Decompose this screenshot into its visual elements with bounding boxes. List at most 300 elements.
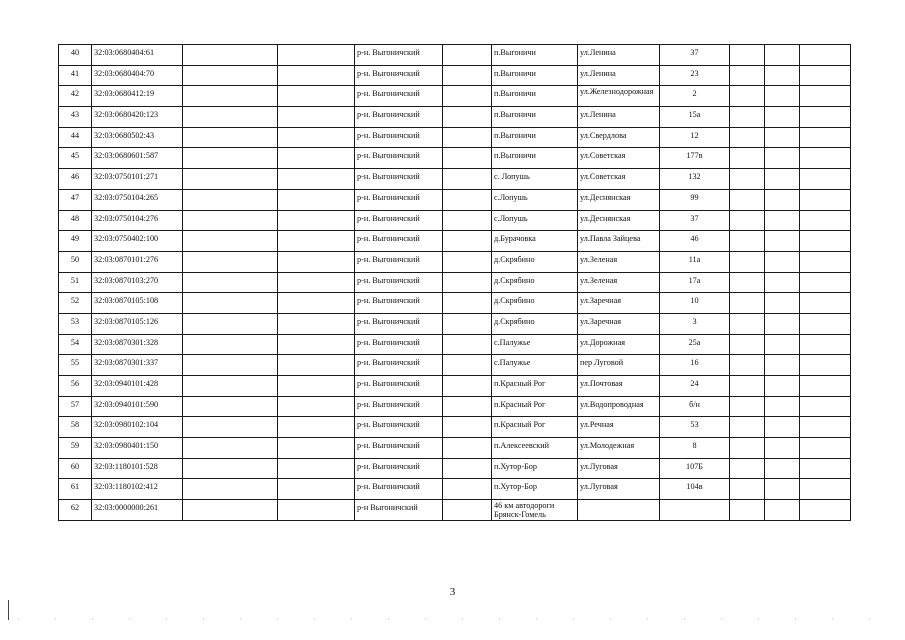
empty-cell — [278, 148, 355, 169]
locality-cell: п.Выгоничи — [492, 45, 578, 66]
row-number-cell: 51 — [59, 272, 92, 293]
locality-cell: д.Скрябино — [492, 251, 578, 272]
empty-cell — [800, 148, 851, 169]
empty-cell — [765, 86, 800, 107]
empty-cell — [443, 86, 492, 107]
empty-cell — [443, 417, 492, 438]
district-cell: р-н. Выгоничский — [355, 396, 443, 417]
empty-cell — [278, 169, 355, 190]
row-number-cell: 60 — [59, 458, 92, 479]
empty-cell — [278, 313, 355, 334]
empty-cell — [278, 107, 355, 128]
row-number-cell: 50 — [59, 251, 92, 272]
cadastral-number-cell: 32:03:0870101:276 — [92, 251, 183, 272]
cadastral-number-cell: 32:03:1180102:412 — [92, 479, 183, 500]
cadastral-number-cell: 32:03:0870301:337 — [92, 355, 183, 376]
district-cell: р-н. Выгоничский — [355, 45, 443, 66]
empty-cell — [443, 127, 492, 148]
empty-cell — [443, 45, 492, 66]
empty-cell — [443, 107, 492, 128]
table-body — [59, 45, 851, 521]
district-cell: р-н. Выгоничский — [355, 127, 443, 148]
empty-cell — [800, 458, 851, 479]
table-row — [59, 272, 851, 293]
empty-cell — [278, 45, 355, 66]
empty-cell — [443, 479, 492, 500]
empty-cell — [730, 438, 765, 459]
cadastral-number-cell: 32:03:0750104:276 — [92, 210, 183, 231]
table-row — [59, 417, 851, 438]
empty-cell — [443, 458, 492, 479]
cadastral-number-cell: 32:03:0870103:270 — [92, 272, 183, 293]
table-row — [59, 231, 851, 252]
locality-cell: п.Выгоничи — [492, 148, 578, 169]
empty-cell — [183, 334, 278, 355]
table-row — [59, 169, 851, 190]
table-row — [59, 189, 851, 210]
empty-cell — [800, 107, 851, 128]
row-number-cell: 61 — [59, 479, 92, 500]
table-row — [59, 458, 851, 479]
empty-cell — [730, 500, 765, 521]
street-cell: ул.Ленина — [578, 107, 660, 128]
empty-cell — [730, 458, 765, 479]
row-number-cell: 56 — [59, 376, 92, 397]
empty-cell — [800, 169, 851, 190]
house-number-cell: 3 — [660, 313, 730, 334]
empty-cell — [765, 45, 800, 66]
district-cell: р-н. Выгоничский — [355, 272, 443, 293]
land-registry-table — [58, 44, 851, 521]
table-row — [59, 500, 851, 521]
row-number-cell: 62 — [59, 500, 92, 521]
table-row — [59, 479, 851, 500]
street-cell: ул.Зеленая — [578, 251, 660, 272]
street-cell: ул.Луговая — [578, 458, 660, 479]
house-number-cell: 16 — [660, 355, 730, 376]
row-number-cell: 42 — [59, 86, 92, 107]
street-cell: ул.Павла Зайцева — [578, 231, 660, 252]
house-number-cell: 23 — [660, 65, 730, 86]
empty-cell — [730, 231, 765, 252]
house-number-cell — [660, 500, 730, 521]
locality-cell: д.Скрябино — [492, 272, 578, 293]
empty-cell — [730, 313, 765, 334]
empty-cell — [765, 107, 800, 128]
table-row — [59, 293, 851, 314]
district-cell: р-н. Выгоничский — [355, 251, 443, 272]
row-number-cell: 47 — [59, 189, 92, 210]
row-number-cell: 59 — [59, 438, 92, 459]
empty-cell — [800, 251, 851, 272]
street-cell: ул.Водопроводная — [578, 396, 660, 417]
locality-cell: с. Лопушь — [492, 169, 578, 190]
empty-cell — [278, 334, 355, 355]
district-cell: р-н Выгоничский — [355, 500, 443, 521]
empty-cell — [800, 65, 851, 86]
empty-cell — [800, 334, 851, 355]
house-number-cell: б/н — [660, 396, 730, 417]
page-number: 3 — [449, 586, 456, 598]
street-cell: ул.Свердлова — [578, 127, 660, 148]
house-number-cell: 8 — [660, 438, 730, 459]
empty-cell — [278, 189, 355, 210]
empty-cell — [765, 458, 800, 479]
empty-cell — [765, 169, 800, 190]
scan-artifact-dots — [0, 618, 905, 620]
empty-cell — [443, 334, 492, 355]
empty-cell — [278, 500, 355, 521]
empty-cell — [278, 376, 355, 397]
cadastral-number-cell: 32:03:0750104:265 — [92, 189, 183, 210]
cadastral-number-cell: 32:03:0680502:43 — [92, 127, 183, 148]
empty-cell — [183, 479, 278, 500]
empty-cell — [800, 479, 851, 500]
empty-cell — [765, 127, 800, 148]
empty-cell — [765, 293, 800, 314]
street-cell: ул.Почтовая — [578, 376, 660, 397]
table-row — [59, 210, 851, 231]
street-cell: ул.Железнодорожная — [578, 86, 660, 107]
empty-cell — [765, 438, 800, 459]
empty-cell — [800, 86, 851, 107]
empty-cell — [183, 127, 278, 148]
empty-cell — [730, 127, 765, 148]
empty-cell — [730, 148, 765, 169]
street-cell: ул.Молодежная — [578, 438, 660, 459]
empty-cell — [183, 293, 278, 314]
street-cell: ул.Речная — [578, 417, 660, 438]
district-cell: р-н. Выгоничский — [355, 313, 443, 334]
street-cell: ул.Дорожная — [578, 334, 660, 355]
empty-cell — [800, 210, 851, 231]
empty-cell — [183, 65, 278, 86]
empty-cell — [183, 189, 278, 210]
table-row — [59, 376, 851, 397]
locality-cell: д.Бурачовка — [492, 231, 578, 252]
empty-cell — [765, 148, 800, 169]
empty-cell — [765, 210, 800, 231]
street-cell: ул.Ленина — [578, 65, 660, 86]
empty-cell — [443, 313, 492, 334]
empty-cell — [765, 355, 800, 376]
row-number-cell: 54 — [59, 334, 92, 355]
table-row — [59, 251, 851, 272]
house-number-cell: 15а — [660, 107, 730, 128]
house-number-cell: 37 — [660, 45, 730, 66]
empty-cell — [765, 272, 800, 293]
cadastral-number-cell: 32:03:0980401:150 — [92, 438, 183, 459]
locality-cell: п.Красный Рог — [492, 417, 578, 438]
empty-cell — [730, 293, 765, 314]
empty-cell — [730, 107, 765, 128]
empty-cell — [278, 458, 355, 479]
house-number-cell: 25а — [660, 334, 730, 355]
empty-cell — [443, 169, 492, 190]
house-number-cell: 37 — [660, 210, 730, 231]
cadastral-number-cell: 32:03:0750402:100 — [92, 231, 183, 252]
district-cell: р-н. Выгоничский — [355, 355, 443, 376]
empty-cell — [183, 45, 278, 66]
table-row — [59, 148, 851, 169]
district-cell: р-н. Выгоничский — [355, 458, 443, 479]
street-cell: пер Луговой — [578, 355, 660, 376]
street-cell — [578, 500, 660, 521]
empty-cell — [800, 231, 851, 252]
row-number-cell: 58 — [59, 417, 92, 438]
empty-cell — [183, 417, 278, 438]
empty-cell — [183, 355, 278, 376]
row-number-cell: 49 — [59, 231, 92, 252]
row-number-cell: 48 — [59, 210, 92, 231]
table-row — [59, 127, 851, 148]
cadastral-number-cell: 32:03:0680412:19 — [92, 86, 183, 107]
house-number-cell: 107Б — [660, 458, 730, 479]
table-row — [59, 396, 851, 417]
empty-cell — [443, 272, 492, 293]
locality-cell: п.Выгоничи — [492, 65, 578, 86]
empty-cell — [800, 438, 851, 459]
empty-cell — [183, 458, 278, 479]
empty-cell — [278, 231, 355, 252]
empty-cell — [800, 417, 851, 438]
table-row — [59, 65, 851, 86]
empty-cell — [443, 293, 492, 314]
street-cell: ул.Заречная — [578, 313, 660, 334]
cadastral-number-cell: 32:03:0680601:587 — [92, 148, 183, 169]
empty-cell — [765, 251, 800, 272]
empty-cell — [183, 272, 278, 293]
empty-cell — [730, 334, 765, 355]
street-cell: ул.Заречная — [578, 293, 660, 314]
table-row — [59, 86, 851, 107]
street-cell: ул.Деснянская — [578, 210, 660, 231]
district-cell: р-н. Выгоничский — [355, 210, 443, 231]
empty-cell — [730, 169, 765, 190]
empty-cell — [765, 376, 800, 397]
empty-cell — [183, 376, 278, 397]
locality-cell: п.Красный Рог — [492, 396, 578, 417]
house-number-cell: 2 — [660, 86, 730, 107]
locality-cell: д.Скрябино — [492, 313, 578, 334]
street-cell: ул.Деснянская — [578, 189, 660, 210]
empty-cell — [800, 127, 851, 148]
empty-cell — [278, 272, 355, 293]
street-cell: ул.Ленина — [578, 45, 660, 66]
empty-cell — [443, 189, 492, 210]
empty-cell — [278, 86, 355, 107]
district-cell: р-н. Выгоничский — [355, 169, 443, 190]
empty-cell — [443, 396, 492, 417]
cadastral-number-cell: 32:03:0940101:428 — [92, 376, 183, 397]
empty-cell — [278, 479, 355, 500]
empty-cell — [765, 334, 800, 355]
empty-cell — [183, 169, 278, 190]
district-cell: р-н. Выгоничский — [355, 189, 443, 210]
street-cell: ул.Советская — [578, 148, 660, 169]
empty-cell — [730, 479, 765, 500]
locality-cell: п.Хутор-Бор — [492, 479, 578, 500]
empty-cell — [730, 272, 765, 293]
empty-cell — [443, 65, 492, 86]
district-cell: р-н. Выгоничский — [355, 293, 443, 314]
empty-cell — [800, 272, 851, 293]
table-row — [59, 355, 851, 376]
cadastral-number-cell: 32:03:0750101:271 — [92, 169, 183, 190]
empty-cell — [730, 376, 765, 397]
house-number-cell: 11а — [660, 251, 730, 272]
empty-cell — [730, 396, 765, 417]
empty-cell — [800, 313, 851, 334]
empty-cell — [443, 438, 492, 459]
district-cell: р-н. Выгоничский — [355, 107, 443, 128]
row-number-cell: 55 — [59, 355, 92, 376]
house-number-cell: 17а — [660, 272, 730, 293]
empty-cell — [765, 479, 800, 500]
house-number-cell: 12 — [660, 127, 730, 148]
house-number-cell: 10 — [660, 293, 730, 314]
house-number-cell: 132 — [660, 169, 730, 190]
empty-cell — [443, 355, 492, 376]
empty-cell — [800, 355, 851, 376]
empty-cell — [183, 210, 278, 231]
empty-cell — [183, 148, 278, 169]
locality-cell: п.Выгоничи — [492, 127, 578, 148]
street-cell: ул.Луговая — [578, 479, 660, 500]
street-cell: ул.Советская — [578, 169, 660, 190]
house-number-cell: 177в — [660, 148, 730, 169]
cadastral-number-cell: 32:03:0940101:590 — [92, 396, 183, 417]
empty-cell — [765, 500, 800, 521]
row-number-cell: 43 — [59, 107, 92, 128]
cadastral-number-cell: 32:03:0870105:108 — [92, 293, 183, 314]
district-cell: р-н. Выгоничский — [355, 479, 443, 500]
empty-cell — [800, 500, 851, 521]
empty-cell — [278, 251, 355, 272]
empty-cell — [730, 417, 765, 438]
locality-cell: с.Лопушь — [492, 189, 578, 210]
table-row — [59, 334, 851, 355]
empty-cell — [765, 231, 800, 252]
cadastral-number-cell: 32:03:0870105:126 — [92, 313, 183, 334]
empty-cell — [730, 86, 765, 107]
empty-cell — [183, 86, 278, 107]
district-cell: р-н. Выгоничский — [355, 438, 443, 459]
empty-cell — [278, 293, 355, 314]
district-cell: р-н. Выгоничский — [355, 376, 443, 397]
empty-cell — [278, 210, 355, 231]
locality-cell: с.Палужье — [492, 334, 578, 355]
cadastral-number-cell: 32:03:0870301:328 — [92, 334, 183, 355]
empty-cell — [443, 251, 492, 272]
empty-cell — [730, 210, 765, 231]
empty-cell — [278, 438, 355, 459]
empty-cell — [183, 231, 278, 252]
empty-cell — [765, 396, 800, 417]
empty-cell — [800, 293, 851, 314]
empty-cell — [730, 45, 765, 66]
house-number-cell: 99 — [660, 189, 730, 210]
empty-cell — [443, 376, 492, 397]
empty-cell — [183, 107, 278, 128]
locality-cell: п.Выгоничи — [492, 107, 578, 128]
table-row — [59, 438, 851, 459]
district-cell: р-н. Выгоничский — [355, 148, 443, 169]
empty-cell — [183, 438, 278, 459]
table-row — [59, 313, 851, 334]
empty-cell — [443, 231, 492, 252]
empty-cell — [765, 313, 800, 334]
row-number-cell: 52 — [59, 293, 92, 314]
cadastral-number-cell: 32:03:0680404:61 — [92, 45, 183, 66]
locality-cell: д.Скрябино — [492, 293, 578, 314]
district-cell: р-н. Выгоничский — [355, 417, 443, 438]
empty-cell — [730, 65, 765, 86]
empty-cell — [765, 189, 800, 210]
locality-cell: с.Лопушь — [492, 210, 578, 231]
cadastral-number-cell: 32:03:1180101:528 — [92, 458, 183, 479]
row-number-cell: 44 — [59, 127, 92, 148]
empty-cell — [278, 355, 355, 376]
cadastral-number-cell: 32:03:0980102:104 — [92, 417, 183, 438]
empty-cell — [765, 65, 800, 86]
empty-cell — [183, 500, 278, 521]
empty-cell — [278, 396, 355, 417]
house-number-cell: 53 — [660, 417, 730, 438]
locality-cell: п.Алексеевский — [492, 438, 578, 459]
locality-cell: п.Красный Рог — [492, 376, 578, 397]
district-cell: р-н. Выгоничский — [355, 65, 443, 86]
cadastral-number-cell: 32:03:0000000:261 — [92, 500, 183, 521]
row-number-cell: 53 — [59, 313, 92, 334]
empty-cell — [183, 251, 278, 272]
empty-cell — [800, 45, 851, 66]
row-number-cell: 40 — [59, 45, 92, 66]
row-number-cell: 46 — [59, 169, 92, 190]
street-cell: ул.Зеленая — [578, 272, 660, 293]
row-number-cell: 57 — [59, 396, 92, 417]
empty-cell — [800, 189, 851, 210]
empty-cell — [443, 500, 492, 521]
cadastral-number-cell: 32:03:0680404:70 — [92, 65, 183, 86]
empty-cell — [730, 189, 765, 210]
cadastral-number-cell: 32:03:0680420:123 — [92, 107, 183, 128]
district-cell: р-н. Выгоничский — [355, 334, 443, 355]
empty-cell — [800, 376, 851, 397]
empty-cell — [278, 65, 355, 86]
empty-cell — [183, 396, 278, 417]
empty-cell — [278, 417, 355, 438]
empty-cell — [730, 251, 765, 272]
scan-margin-mark — [8, 600, 9, 620]
empty-cell — [443, 210, 492, 231]
empty-cell — [278, 127, 355, 148]
empty-cell — [443, 148, 492, 169]
empty-cell — [765, 417, 800, 438]
locality-cell: п.Выгоничи — [492, 86, 578, 107]
house-number-cell: 24 — [660, 376, 730, 397]
empty-cell — [800, 396, 851, 417]
empty-cell — [730, 355, 765, 376]
row-number-cell: 41 — [59, 65, 92, 86]
house-number-cell: 104в — [660, 479, 730, 500]
table-row — [59, 45, 851, 66]
empty-cell — [183, 313, 278, 334]
house-number-cell: 46 — [660, 231, 730, 252]
district-cell: р-н. Выгоничский — [355, 86, 443, 107]
locality-cell: 46 км автодороги Брянск-Гомель — [492, 500, 578, 521]
district-cell: р-н. Выгоничский — [355, 231, 443, 252]
